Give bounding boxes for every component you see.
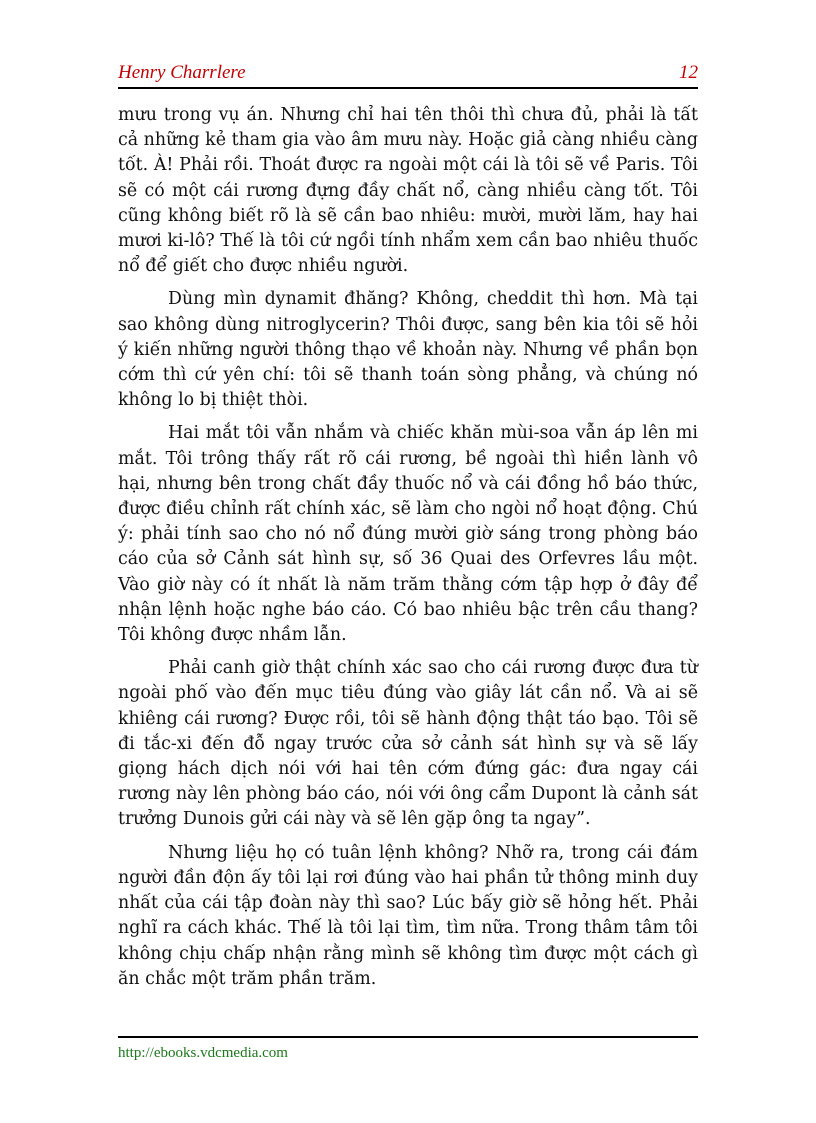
paragraph-4: Phải canh giờ thật chính xác sao cho cái rương được đưa từ ngoài phố vào đến mục tiêu đúng vào giây lát cần nổ. Và ai sẽ khiêng cái rương? Được rồi, tôi sẽ hành động thật táo bạo. Tôi sẽ đi tắc-xi đến đỗ ngay trước cửa sở cảnh sát hình sự và sẽ lấy giọng hách dịch nói với hai tên cớm đứng gác: đưa ngay cái rương này lên phòng báo cáo, nói với ông cẩm Dupont là cảnh sát trưởng Dunois gửi cái này và sẽ lên gặp ông ta ngay”. (118, 658, 698, 830)
paragraph-2: Dùng mìn dynamit đhăng? Không, cheddit thì hơn. Mà tại sao không dùng nitroglycerin? Thôi được, sang bên kia tôi sẽ hỏi ý kiến những người thông thạo về khoản này. Nhưng về phần bọn cớm thì cứ yên chí: tôi sẽ thanh toán sòng phẳng, và chúng nó không lo bị thiệt thòi. (118, 289, 698, 411)
paragraph-3: Hai mắt tôi vẫn nhắm và chiếc khăn mùi-soa vẫn áp lên mi mắt. Tôi trông thấy rất rõ cái rương, bề ngoài thì hiền lành vô hại, nhưng bên trong chất đầy thuốc nổ và cái đồng hồ báo thức, được điều chỉnh rất chính xác, sẽ làm cho ngòi nổ hoạt động. Chú ý: phải tính sao cho nó nổ đúng mười giờ sáng trong phòng báo cáo của sở Cảnh sát hình sự, số 36 Quai des Orfevres lầu một. Vào giờ này có ít nhất là năm trăm thằng cớm tập hợp ở đây để nhận lệnh hoặc nghe báo cáo. Có bao nhiêu bậc trên cầu thang? Tôi không được nhầm lẫn. (118, 423, 698, 646)
paragraph-1: mưu trong vụ án. Nhưng chỉ hai tên thôi thì chưa đủ, phải là tất cả những kẻ tham gia vào âm mưu này. Hoặc giả càng nhiều càng tốt. À! Phải rồi. Thoát được ra ngoài một cái là tôi sẽ về Paris. Tôi sẽ có một cái rương đựng đầy chất nổ, càng nhiều càng tốt. Tôi cũng không biết rõ là sẽ cần bao nhiêu: mười, mười lăm, hay hai mươi ki-lô? Thế là tôi cứ ngồi tính nhẩm xem cần bao nhiêu thuốc nổ để giết cho được nhiều người. (118, 105, 698, 277)
page-number: 12 (679, 62, 698, 83)
book-author-title: Henry Charrlere (118, 62, 246, 83)
paragraph-5: Nhưng liệu họ có tuân lệnh không? Nhỡ ra, trong cái đám người đần độn ấy tôi lại rơi đúng vào hai phần tử thông minh duy nhất của cái tập đoàn này thì sao? Lúc bấy giờ sẽ hỏng hết. Phải nghĩ ra cách khác. Thế là tôi lại tìm, tìm nữa. Trong thâm tâm tôi không chịu chấp nhận rằng mình sẽ không tìm được một cách gì ăn chắc một trăm phần trăm. (118, 842, 698, 989)
footer-link[interactable]: http://ebooks.vdcmedia.com (118, 1045, 288, 1061)
page-header (118, 62, 698, 88)
header-divider (118, 87, 698, 89)
footer-divider (118, 1036, 698, 1038)
page-body (118, 103, 698, 1000)
